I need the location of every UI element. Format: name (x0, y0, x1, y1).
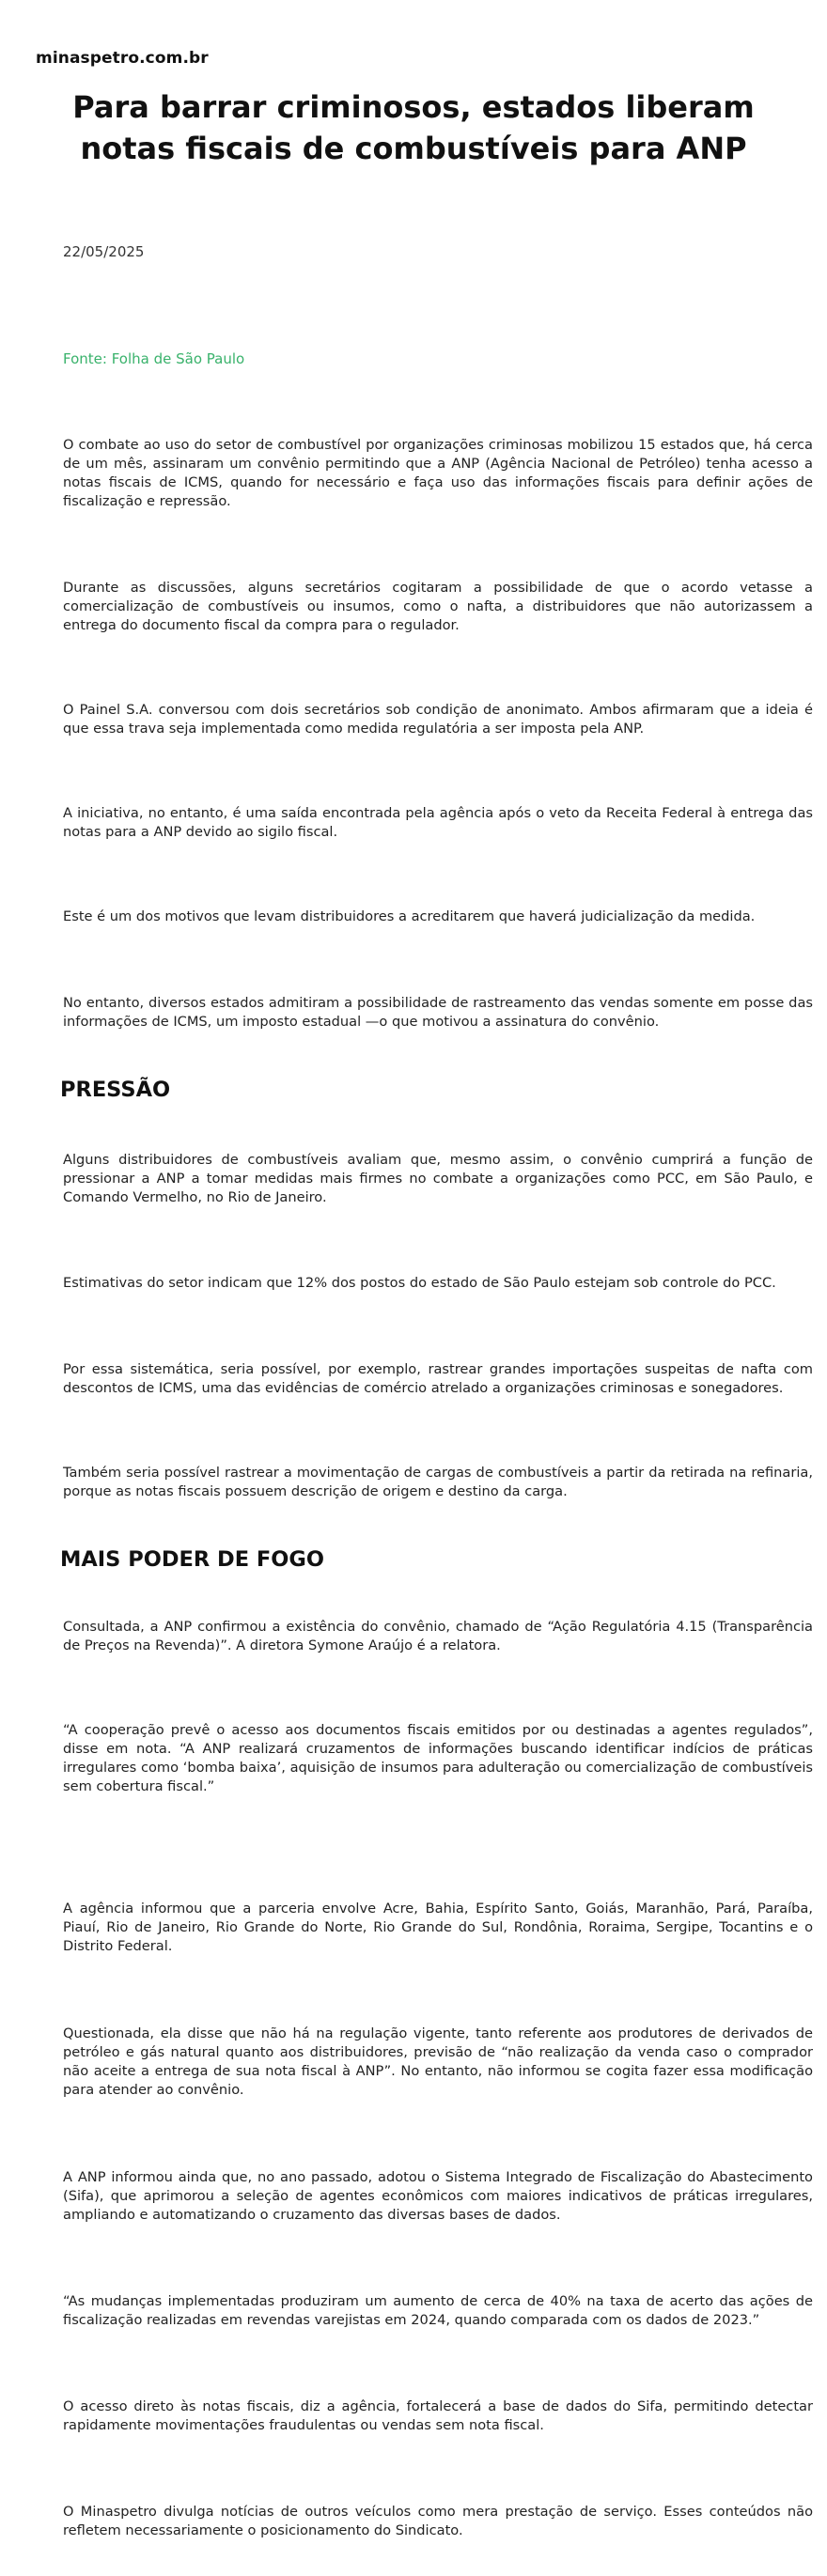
paragraph: O acesso direto às notas fiscais, diz a agência, fortalecerá a base de dados do Sifa, permitindo detectar rapidamente movimentações fraudulentas ou vendas sem nota fiscal. (63, 2398, 813, 2433)
paragraph: Estimativas do setor indicam que 12% dos postos do estado de São Paulo estejam sob controle do PCC. (63, 1275, 776, 1291)
paragraph: A agência informou que a parceria envolve Acre, Bahia, Espírito Santo, Goiás, Maranhão, Pará, Paraíba, Piauí, Rio de Janeiro, Rio Grande do Norte, Rio Grande do Sul, Rondônia, Roraima, Sergipe, Tocantins e o Distrito Federal. (63, 1901, 813, 1954)
paragraph: O combate ao uso do setor de combustível por organizações criminosas mobilizou 15 estados que, há cerca de um mês, assinaram um convênio permitindo que a ANP (Agência Nacional de Petróleo) tenha acesso a notas fiscais de ICMS, quando for necessário e faça uso das informações fiscais para definir ações de fiscalização e repressão. (63, 437, 813, 509)
article-source: Fonte: Folha de São Paulo (63, 350, 245, 367)
article-title: Para barrar criminosos, estados liberam notas fiscais de combustíveis para ANP (72, 89, 755, 166)
paragraph: Durante as discussões, alguns secretários cogitaram a possibilidade de que o acordo vetasse a comercialização de combustíveis ou insumos, como o nafta, a distribuidores que não autorizassem a entrega do documento fiscal da compra para o regulador. (63, 580, 813, 633)
paragraph: A iniciativa, no entanto, é uma saída encontrada pela agência após o veto da Receita Federal à entrega das notas para a ANP devido ao sigilo fiscal. (63, 805, 813, 840)
paragraph: “A cooperação prevê o acesso aos documentos fiscais emitidos por ou destinadas a agentes regulados”, disse em nota. “A ANP realizará cruzamentos de informações buscando identificar indícios de práticas irregulares como ‘bomba baixa’, aquisição de insumos para adulteração ou comercialização de combustíveis sem cobertura fiscal.” (63, 1722, 813, 1794)
section-heading-mais-poder-de-fogo: MAIS PODER DE FOGO (60, 1547, 325, 1572)
paragraph: O Painel S.A. conversou com dois secretários sob condição de anonimato. Ambos afirmaram que a ideia é que essa trava seja implementada como medida regulatória a ser imposta pela ANP. (63, 702, 813, 737)
paragraph: “As mudanças implementadas produziram um aumento de cerca de 40% na taxa de acerto das ações de fiscalização realizadas em revendas varejistas em 2024, quando comparada com os dados de 2023.” (63, 2293, 813, 2328)
paragraph: Consultada, a ANP confirmou a existência do convênio, chamado de “Ação Regulatória 4.15 (Transparência de Preços na Revenda)”. A diretora Symone Araújo é a relatora. (63, 1619, 813, 1653)
paragraph: Por essa sistemática, seria possível, por exemplo, rastrear grandes importações suspeitas de nafta com descontos de ICMS, uma das evidências de comércio atrelado a organizações criminosas e sonegadores. (63, 1361, 813, 1396)
paragraph: Também seria possível rastrear a movimentação de cargas de combustíveis a partir da retirada na refinaria, porque as notas fiscais possuem descrição de origem e destino da carga. (63, 1465, 813, 1499)
article-date: 22/05/2025 (63, 243, 145, 260)
paragraph: No entanto, diversos estados admitiram a possibilidade de rastreamento das vendas somente em posse das informações de ICMS, um imposto estadual —o que motivou a assinatura do convênio. (63, 995, 813, 1030)
paragraph: Este é um dos motivos que levam distribuidores a acreditarem que haverá judicialização da medida. (63, 908, 756, 924)
paragraph: A ANP informou ainda que, no ano passado, adotou o Sistema Integrado de Fiscalização do Abastecimento (Sifa), que aprimorou a seleção de agentes econômicos com maiores indicativos de práticas irregulares, ampliando e automatizando o cruzamento das diversas bases de dados. (63, 2169, 813, 2223)
disclaimer: O Minaspetro divulga notícias de outros veículos como mera prestação de serviço. Esses conteúdos não refletem necessariamente o posicionamento do Sindicato. (63, 2504, 813, 2538)
paragraph: Alguns distribuidores de combustíveis avaliam que, mesmo assim, o convênio cumprirá a função de pressionar a ANP a tomar medidas mais firmes no combate a organizações como PCC, em São Paulo, e Comando Vermelho, no Rio de Janeiro. (63, 1152, 813, 1205)
section-heading-pressao: PRESSÃO (60, 1078, 171, 1102)
paragraph: Questionada, ela disse que não há na regulação vigente, tanto referente aos produtores de derivados de petróleo e gás natural quanto aos distribuidores, previsão de “não realização da venda caso o comprador não aceite a entrega de sua nota fiscal à ANP”. No entanto, não informou se cogita fazer essa modificação para atender ao convênio. (63, 2025, 813, 2098)
site-name: minaspetro.com.br (36, 49, 209, 68)
